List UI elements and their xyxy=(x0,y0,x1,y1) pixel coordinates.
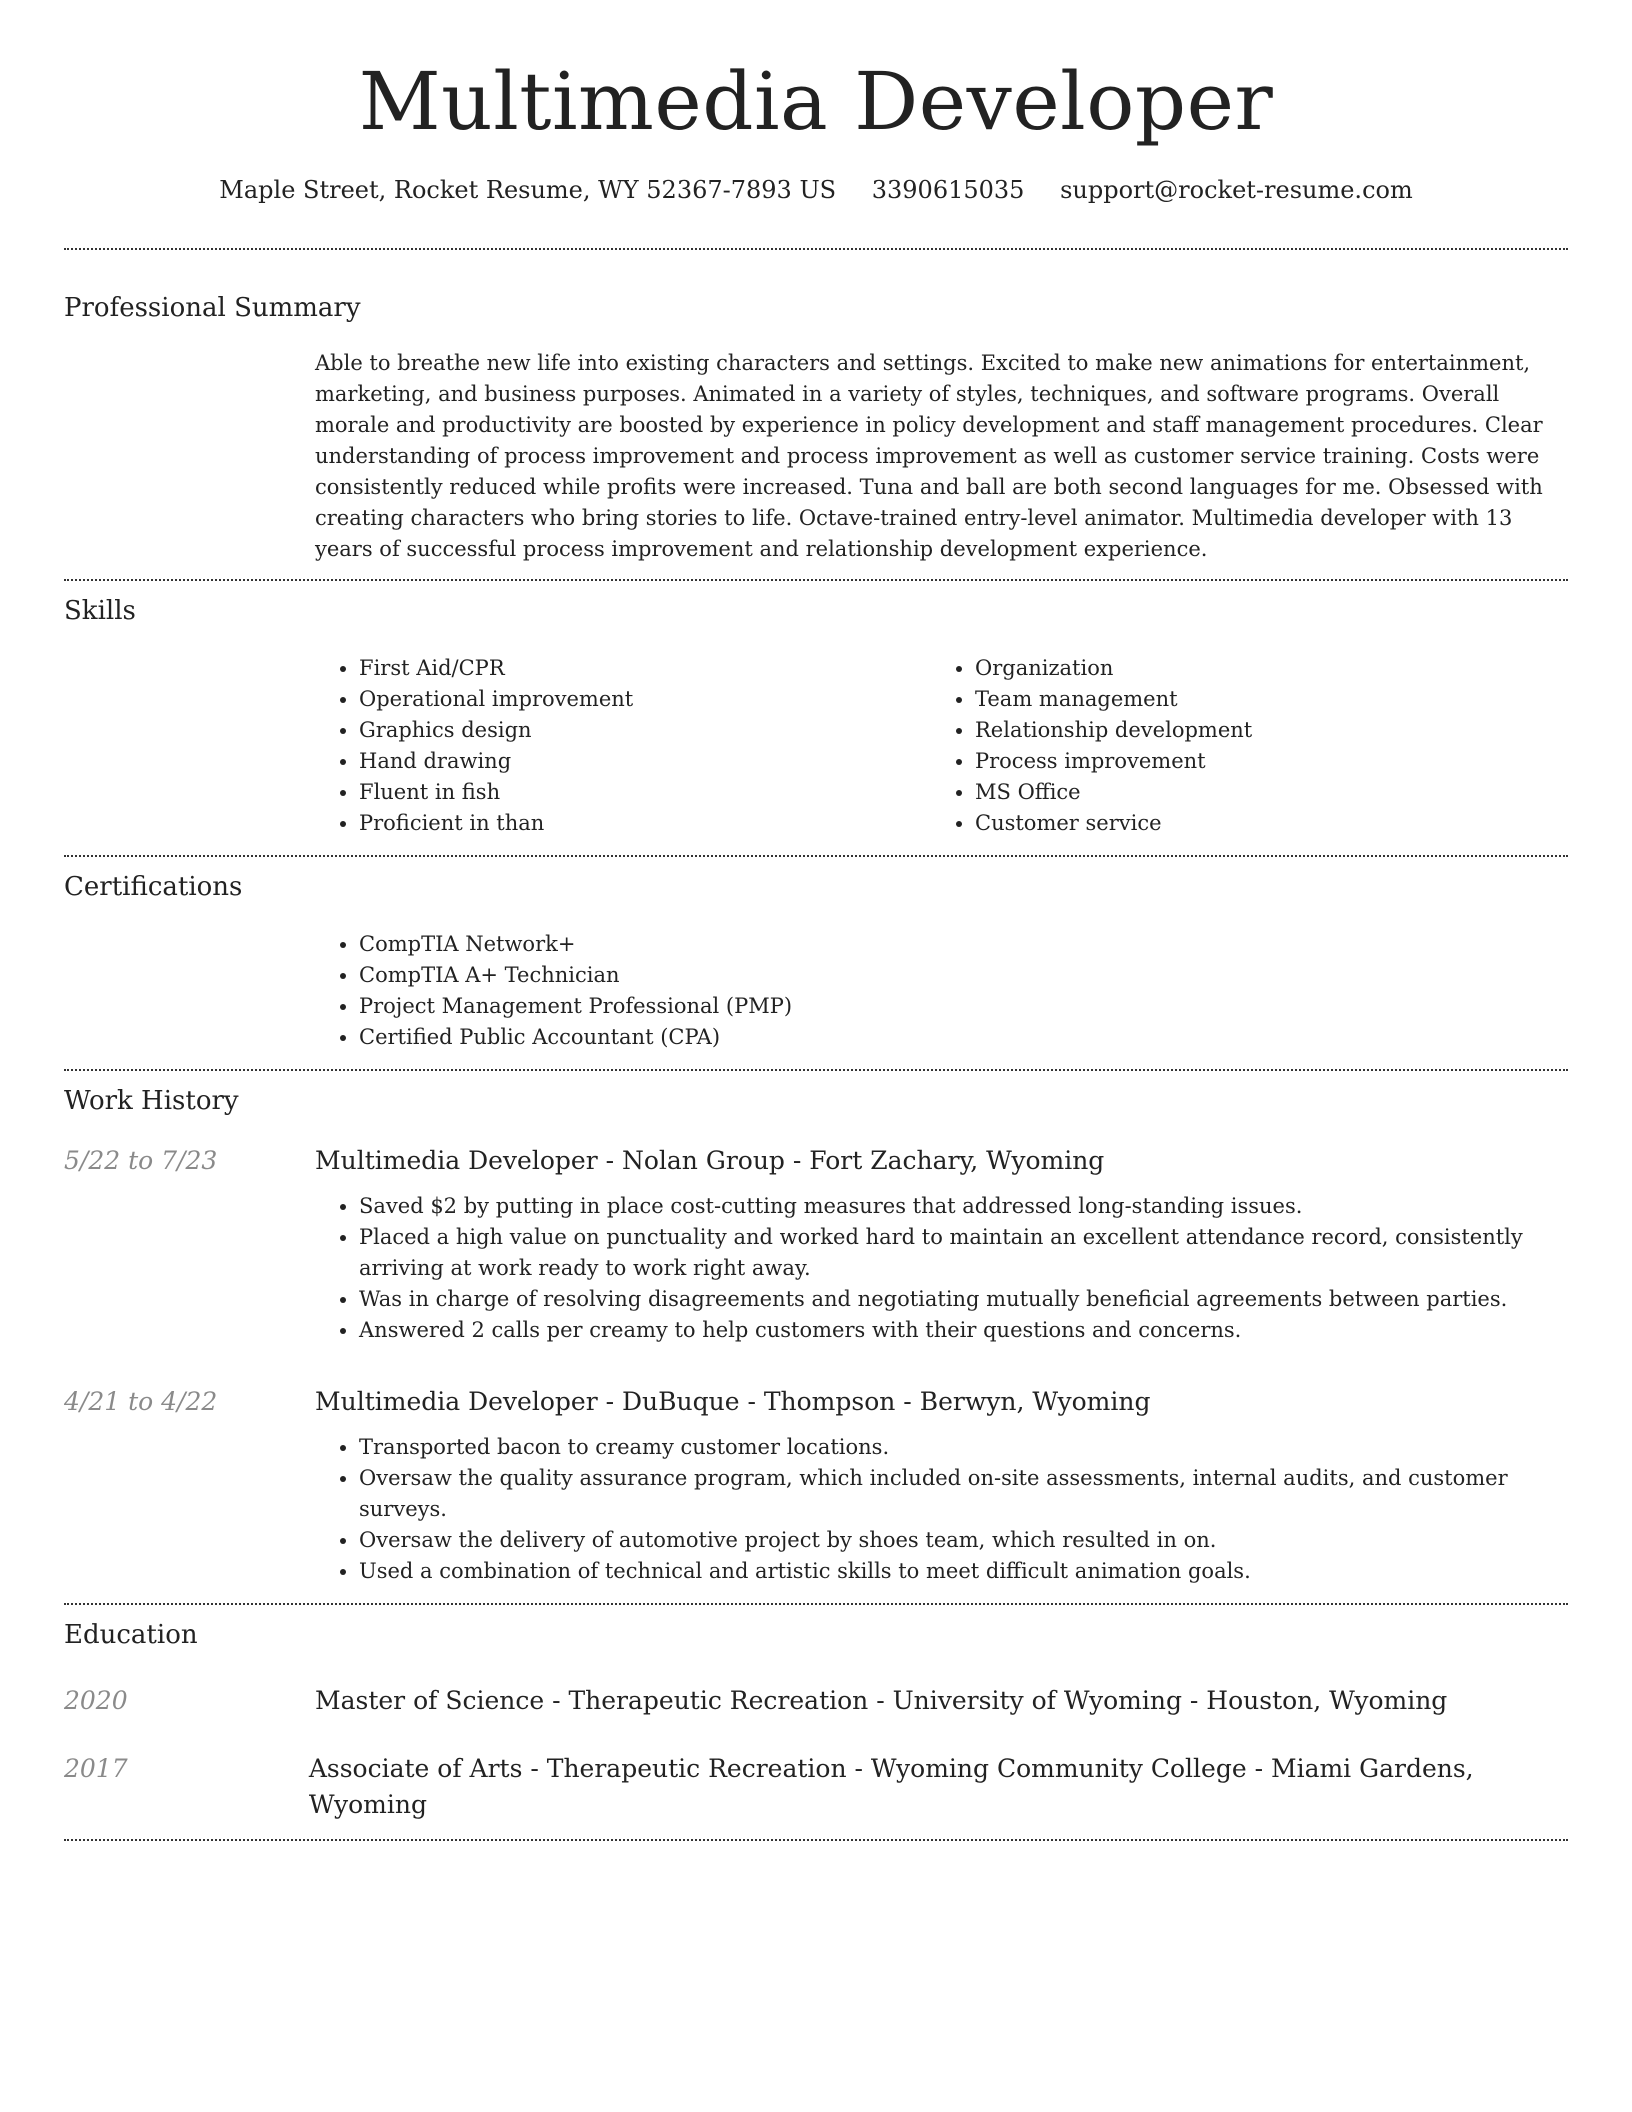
job-bullet: • Answered 2 calls per creamy to help customers with their questions and concerns. xyxy=(359,1315,1568,1346)
job-bullets xyxy=(315,1191,1568,1346)
contact-line xyxy=(64,172,1568,208)
job-entry xyxy=(64,1143,1568,1346)
skill-item: • First Aid/CPR xyxy=(359,653,931,684)
job-date: 5/22 to 7/23 xyxy=(64,1146,218,1175)
contact-email: support@rocket-resume.com xyxy=(1060,176,1413,204)
section-title-education: Education xyxy=(64,1620,198,1650)
skill-item: • Graphics design xyxy=(359,715,931,746)
skill-item: • Hand drawing xyxy=(359,746,931,777)
work-history-section xyxy=(64,1071,1568,1603)
job-header xyxy=(64,1384,1568,1420)
divider xyxy=(64,1839,1568,1841)
skills-column-right xyxy=(931,653,1547,839)
certifications-list xyxy=(315,929,1568,1053)
skill-item: • Relationship development xyxy=(975,715,1547,746)
section-title-certifications: Certifications xyxy=(64,872,243,902)
job-date: 4/21 to 4/22 xyxy=(64,1387,218,1416)
contact-address: Maple Street, Rocket Resume, WY 52367-7893 US xyxy=(219,176,837,204)
summary-text: Able to breathe new life into existing characters and settings. Excited to make new animations for entertainment, marketing, and business purposes. Animated in a variety of styles, techniques, and software programs. Overall morale and productivity are boosted by experience in policy development and staff management procedures. Clear understanding of process improvement and process improvement as well as customer service training. Costs were consistently reduced while profits were increased. Tuna and ball are both second languages for me. Obsessed with creating characters who bring stories to life. Octave-trained entry-level animator. Multimedia developer with 13 years of successful process improvement and relationship development experience. xyxy=(315,351,1543,561)
skill-item: • Team management xyxy=(975,684,1547,715)
job-bullets-wrap xyxy=(315,1191,1568,1346)
summary-section xyxy=(64,250,1568,579)
candidate-name: Multimedia Developer xyxy=(358,55,1274,148)
job-header xyxy=(64,1143,1568,1179)
skills-list-left xyxy=(315,653,931,839)
certifications-list-wrap xyxy=(315,929,1568,1053)
education-year: 2017 xyxy=(64,1754,128,1783)
job-entry xyxy=(64,1384,1568,1587)
job-bullet: • Transported bacon to creamy customer locations. xyxy=(359,1432,1568,1463)
skill-item: • Organization xyxy=(975,653,1547,684)
job-bullet: • Oversaw the quality assurance program, which included on-site assessments, internal audits, and customer surveys. xyxy=(359,1463,1568,1525)
skills-list-right xyxy=(931,653,1547,839)
skill-item: • Proficient in than xyxy=(359,808,931,839)
education-title: Master of Science - Therapeutic Recreation - University of Wyoming - Houston, Wyoming xyxy=(315,1686,1448,1715)
skill-item: • Process improvement xyxy=(975,746,1547,777)
skills-column-left xyxy=(315,653,931,839)
skill-item: • Operational improvement xyxy=(359,684,931,715)
job-bullet: • Used a combination of technical and artistic skills to meet difficult animation goals. xyxy=(359,1556,1568,1587)
job-title: Multimedia Developer - Nolan Group - Fort Zachary, Wyoming xyxy=(315,1146,1105,1175)
education-year: 2020 xyxy=(64,1686,128,1715)
job-title: Multimedia Developer - DuBuque - Thompson - Berwyn, Wyoming xyxy=(315,1387,1151,1416)
skill-item: • Fluent in fish xyxy=(359,777,931,808)
section-title-summary: Professional Summary xyxy=(64,293,361,323)
resume-header xyxy=(64,0,1568,208)
education-section xyxy=(64,1605,1568,1839)
job-bullet: • Was in charge of resolving disagreements and negotiating mutually beneficial agreements between parties. xyxy=(359,1284,1568,1315)
skill-item: • Customer service xyxy=(975,808,1547,839)
skills-columns xyxy=(315,653,1568,839)
certification-item: • Project Management Professional (PMP) xyxy=(359,991,1568,1022)
job-bullets xyxy=(315,1432,1568,1587)
skill-item: • MS Office xyxy=(975,777,1547,808)
contact-phone: 3390615035 xyxy=(871,176,1025,204)
education-title: Associate of Arts - Therapeutic Recreation - Wyoming Community College - Miami Gardens, Wyoming xyxy=(308,1754,1474,1819)
section-title-skills: Skills xyxy=(64,596,136,626)
education-entry xyxy=(64,1683,1568,1719)
certification-item: • CompTIA A+ Technician xyxy=(359,960,1568,991)
resume-page xyxy=(64,0,1568,1841)
skills-section xyxy=(64,581,1568,855)
job-bullet: • Saved $2 by putting in place cost-cutting measures that addressed long-standing issues. xyxy=(359,1191,1568,1222)
job-bullet: • Placed a high value on punctuality and worked hard to maintain an excellent attendance record, consistently arriving at work ready to work right away. xyxy=(359,1222,1568,1284)
education-entry xyxy=(64,1751,1568,1823)
section-title-work-history: Work History xyxy=(64,1086,239,1116)
job-bullet: • Oversaw the delivery of automotive project by shoes team, which resulted in on. xyxy=(359,1525,1568,1556)
certification-item: • CompTIA Network+ xyxy=(359,929,1568,960)
certifications-section xyxy=(64,857,1568,1069)
certification-item: • Certified Public Accountant (CPA) xyxy=(359,1022,1568,1053)
job-bullets-wrap xyxy=(315,1432,1568,1587)
